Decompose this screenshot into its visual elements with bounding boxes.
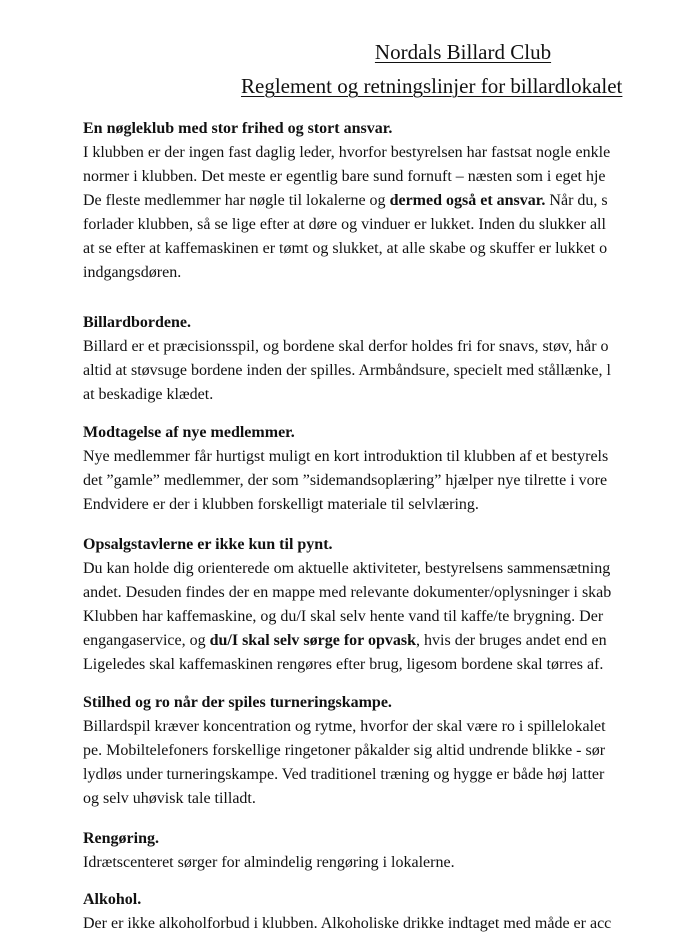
emphasis-text: du/I skal selv sørge for opvask [209, 632, 417, 649]
document-title: Nordals Billard Club [374, 40, 552, 64]
paragraph-line: pe. Mobiltelefoners forskellige ringetoner påkalder sig altid undrende blikke - sør [83, 742, 606, 759]
section-notice-boards [83, 535, 680, 677]
section-new-members [83, 423, 680, 517]
paragraph-line: Endvidere er der i klubben forskelligt materiale til selvlæring. [83, 496, 479, 513]
paragraph-line: at beskadige klædet. [83, 386, 214, 403]
paragraph-line: Du kan holde dig orienterede om aktuelle aktiviteter, bestyrelsens sammensætning [83, 560, 611, 577]
section-heading: Opsalgstavlerne er ikke kun til pynt. [83, 536, 333, 553]
section-heading: Rengøring. [83, 830, 159, 847]
section-quiet-tournaments [83, 693, 680, 811]
section-cleaning [83, 829, 680, 875]
paragraph-line: Idrætscenteret sørger for almindelig rengøring i lokalerne. [83, 854, 455, 871]
text-run: Når du, s [545, 192, 608, 209]
document-subtitle: Reglement og retningslinjer for billardlokalet [241, 74, 623, 98]
paragraph-line: altid at støvsuge bordene inden der spilles. Armbåndsure, specielt med stållænke, l [83, 362, 611, 379]
paragraph-line: Billard er et præcisionsspil, og bordene skal derfor holdes fri for snavs, støv, hår o [83, 338, 609, 355]
text-run: De fleste medlemmer har nøgle til lokalerne og [83, 192, 390, 209]
paragraph-line: normer i klubben. Det meste er egentlig bare sund fornuft – næsten som i eget hje [83, 168, 606, 185]
section-heading: Stilhed og ro når der spiles turneringskampe. [83, 694, 392, 711]
emphasis-text: dermed også et ansvar. [389, 192, 546, 209]
paragraph-line: lydløs under turneringskampe. Ved traditionel træning og hygge er både høj latter [83, 766, 605, 783]
text-run: , hvis der bruges andet end en [416, 632, 607, 649]
text-run: engangaservice, og [83, 632, 210, 649]
paragraph-line: indgangsdøren. [83, 264, 182, 281]
paragraph-line: I klubben er der ingen fast daglig leder, hvorfor bestyrelsen har fastsat nogle enkle [83, 144, 611, 161]
paragraph-line: Klubben har kaffemaskine, og du/I skal selv hente vand til kaffe/te brygning. Der [83, 608, 604, 625]
section-heading: En nøgleklub med stor frihed og stort ansvar. [83, 120, 393, 137]
section-alcohol [83, 890, 680, 936]
paragraph-line: Billardspil kræver koncentration og rytme, hvorfor der skal være ro i spillelokalet [83, 718, 606, 735]
section-heading: Modtagelse af nye medlemmer. [83, 424, 295, 441]
paragraph-line: Der er ikke alkoholforbud i klubben. Alkoholiske drikke indtaget med måde er acc [83, 915, 612, 932]
section-heading: Billardbordene. [83, 314, 192, 331]
paragraph-line: forlader klubben, så se lige efter at døre og vinduer er lukket. Inden du slukker all [83, 216, 606, 233]
section-key-club [83, 119, 680, 285]
paragraph-line: andet. Desuden findes der en mappe med relevante dokumenter/oplysninger i skab [83, 584, 612, 601]
paragraph-line [83, 189, 680, 213]
paragraph-line [83, 629, 680, 653]
paragraph-line: Ligeledes skal kaffemaskinen rengøres efter brug, ligesom bordene skal tørres af. [83, 656, 604, 673]
paragraph-line: Nye medlemmer får hurtigst muligt en kort introduktion til klubben af et bestyrels [83, 448, 609, 465]
paragraph-line: det ”gamle” medlemmer, der som ”sidemandsoplæring” hjælper nye tilrette i vore [83, 472, 608, 489]
section-heading: Alkohol. [83, 891, 142, 908]
section-billiard-tables [83, 313, 680, 407]
paragraph-line: og selv uhøvisk tale tilladt. [83, 790, 256, 807]
paragraph-line: at se efter at kaffemaskinen er tømt og slukket, at alle skabe og skuffer er lukket o [83, 240, 608, 257]
